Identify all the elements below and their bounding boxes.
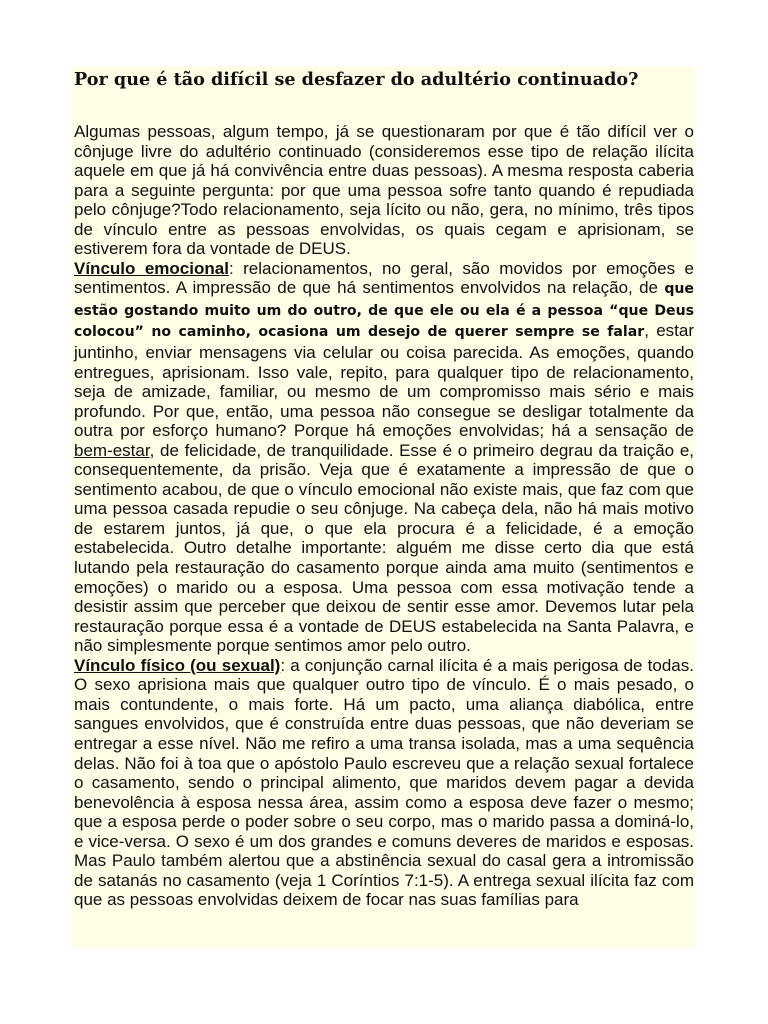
physical-bond-text: : a conjunção carnal ilícita é a mais perigosa de todas. O sexo aprisiona mais que qualquer outro tipo de vínculo. É o mais pesado, o mais contundente, o mais forte. Há um pacto, uma aliança diabólica, entre sangues envolvidos, que é construída entre duas pessoas, que não deveriam se entregar a esse nível. Não me refiro a uma transa isolada, mas a uma sequência delas. Não foi à toa que o apóstolo Paulo escreveu que a relação sexual fortalece o casamento, sendo o principal alimento, que maridos devem pagar a devida benevolência à esposa nessa área, assim como a esposa deve fazer o mesmo; que a esposa perde o poder sobre o seu corpo, mas o marido passa a dominá-lo, e vice-versa. O sexo é um dos grandes e comuns deveres de maridos e esposas. Mas Paulo também alertou que a abstinência sexual do casal gera a intromissão de satanás no casamento (veja 1 Coríntios 7:1-5). A entrega sexual ilícita faz com que as pessoas envolvidas deixem de focar nas suas famílias para	[74, 655, 694, 910]
well-being-link[interactable]: bem-estar	[74, 440, 150, 460]
emotional-bond-paragraph	[72, 259, 695, 656]
emotional-bond-text-continued: , estar juntinho, enviar mensagens via celular ou coisa parecida. As emoções, quando entregues, aprisionam. Isso vale, repito, para qualquer tipo de relacionamento, seja de amizade, familiar, ou mesmo de um compromisso mais sério e mais profundo. Por que, então, uma pessoa não consegue se desligar totalmente da outra por esforço humano? Porque há emoções envolvidas; há a sensação de	[74, 321, 694, 441]
emotional-bond-text-end: , de felicidade, de tranquilidade. Esse é o primeiro degrau da traição e, consequentemente, da prisão. Veja que é exatamente a impressão de que o sentimento acabou, de que o vínculo emocional não existe mais, que faz com que uma pessoa casada repudie o seu cônjuge. Na cabeça dela, não há mais motivo de estarem juntos, já que, o que ela procura é a felicidade, é a emoção estabelecida. Outro detalhe importante: alguém me disse certo dia que está lutando pela restauração do casamento porque ainda ama muito (sentimentos e emoções) o marido ou a esposa. Uma pessoa com essa motivação tende a desistir assim que perceber que deixou de sentir esse amor. Devemos lutar pela restauração porque essa é a vontade de DEUS estabelecida na Santa Palavra, e não simplesmente porque sentimos amor pelo outro.	[74, 440, 694, 656]
emotional-bond-label: Vínculo emocional	[74, 258, 229, 278]
page-title: Por que é tão difícil se desfazer do adultério continuado?	[74, 69, 639, 90]
emotional-bond-bold-text: que estão gostando muito um do outro, de que ele ou ela é a pessoa “que Deus colocou” no caminho, ocasiona um desejo de querer sempre se falar	[74, 281, 694, 341]
emotional-bond-text: : relacionamentos, no geral, são movidos por emoções e sentimentos. A impressão de que há sentimentos envolvidos na relação, de	[74, 258, 694, 298]
physical-bond-label: Vínculo físico (ou sexual)	[74, 655, 281, 675]
physical-bond-paragraph	[72, 656, 695, 910]
intro-paragraph: Algumas pessoas, algum tempo, já se questionaram por que é tão difícil ver o cônjuge livre do adultério continuado (consideremos esse tipo de relação ilícita aquele em que já há convivência entre duas pessoas). A mesma resposta caberia para a seguinte pergunta: por que uma pessoa sofre tanto quando é repudiada pelo cônjuge?Todo relacionamento, seja lícito ou não, gera, no mínimo, três tipos de vínculo entre as pessoas envolvidas, os quais cegam e aprisionam, se estiverem fora da vontade de DEUS.	[74, 122, 694, 259]
article-content	[72, 66, 695, 948]
